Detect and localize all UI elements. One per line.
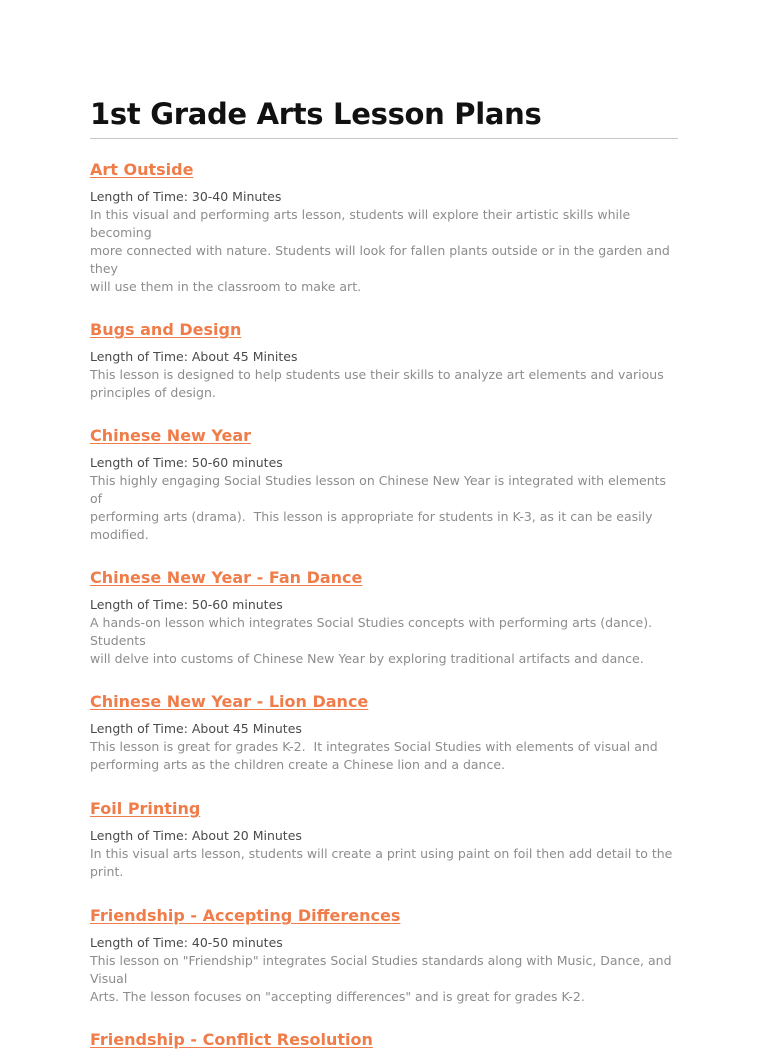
description-line: will delve into customs of Chinese New Year by exploring traditional artifacts and dance. <box>90 651 644 666</box>
lesson-friendship-conflict-resolution <box>90 1029 678 1051</box>
description-line: This lesson on "Friendship" integrates Social Studies standards along with Music, Dance, and Visual <box>90 953 676 986</box>
lesson-length: Length of Time: About 45 Minites <box>90 349 298 364</box>
lesson-chinese-new-year <box>90 425 678 544</box>
lesson-chinese-new-year-lion-dance <box>90 691 678 774</box>
lesson-length: Length of Time: 40-50 minutes <box>90 935 283 950</box>
document-page <box>90 96 678 1051</box>
description-line: This lesson is great for grades K-2. It integrates Social Studies with elements of visual and <box>90 739 658 754</box>
description-line: A hands-on lesson which integrates Social Studies concepts with performing arts (dance). Students <box>90 615 657 648</box>
lesson-description <box>90 952 678 1006</box>
lesson-length: Length of Time: 50-60 minutes <box>90 455 283 470</box>
lesson-description <box>90 206 678 296</box>
description-line: principles of design. <box>90 385 216 400</box>
lesson-title-link[interactable]: Foil Printing <box>90 799 201 818</box>
lesson-length: Length of Time: About 20 Minutes <box>90 828 302 843</box>
description-line: This lesson is designed to help students use their skills to analyze art elements and various <box>90 367 664 382</box>
description-line: In this visual and performing arts lesson, students will explore their artistic skills while becoming <box>90 207 635 240</box>
lesson-bugs-and-design <box>90 319 678 402</box>
lesson-length: Length of Time: About 45 Minutes <box>90 721 302 736</box>
lesson-description <box>90 472 678 544</box>
lesson-description <box>90 845 678 881</box>
lesson-title-link[interactable]: Friendship - Accepting Differences <box>90 906 401 925</box>
lesson-title-link[interactable]: Bugs and Design <box>90 320 242 339</box>
description-line: more connected with nature. Students will look for fallen plants outside or in the garden and they <box>90 243 674 276</box>
lesson-art-outside <box>90 159 678 296</box>
description-line: Arts. The lesson focuses on "accepting differences" and is great for grades K-2. <box>90 989 585 1004</box>
lesson-title-link[interactable]: Chinese New Year <box>90 426 252 445</box>
lesson-chinese-new-year-fan-dance <box>90 567 678 668</box>
lesson-length: Length of Time: 50-60 minutes <box>90 597 283 612</box>
lesson-description <box>90 738 678 774</box>
lesson-title-link[interactable]: Chinese New Year - Fan Dance <box>90 568 363 587</box>
lesson-friendship-accepting-differences <box>90 905 678 1006</box>
lesson-foil-printing <box>90 798 678 881</box>
lesson-title-link[interactable]: Friendship - Conflict Resolution <box>90 1030 373 1049</box>
description-line: will use them in the classroom to make art. <box>90 279 362 294</box>
lesson-length: Length of Time: 30-40 Minutes <box>90 189 282 204</box>
lesson-description <box>90 614 678 668</box>
lesson-description <box>90 366 678 402</box>
description-line: performing arts (drama). This lesson is appropriate for students in K-3, as it can be easily modified. <box>90 509 657 542</box>
description-line: This highly engaging Social Studies lesson on Chinese New Year is integrated with elements of <box>90 473 671 506</box>
lesson-title-link[interactable]: Art Outside <box>90 160 194 179</box>
description-line: performing arts as the children create a Chinese lion and a dance. <box>90 757 506 772</box>
page-title: 1st Grade Arts Lesson Plans <box>90 96 678 139</box>
lesson-title-link[interactable]: Chinese New Year - Lion Dance <box>90 692 369 711</box>
description-line: In this visual arts lesson, students will create a print using paint on foil then add detail to the print. <box>90 846 677 879</box>
